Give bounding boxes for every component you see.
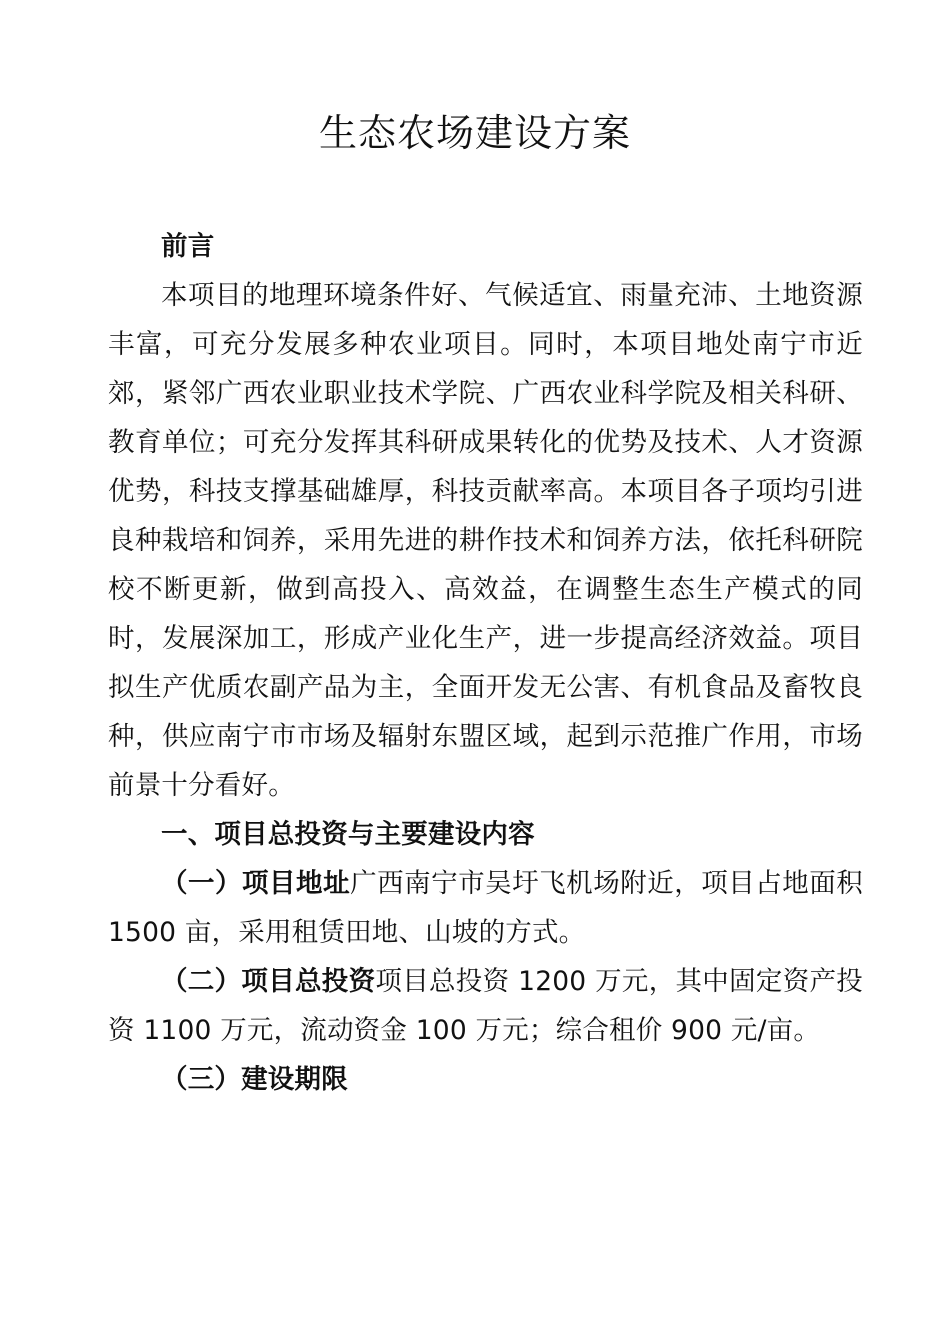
preface-heading: 前言	[161, 231, 215, 262]
document-body	[108, 222, 863, 1104]
preface-paragraph: 本项目的地理环境条件好、气候适宜、雨量充沛、土地资源丰富，可充分发展多种农业项目。同时，本项目地处南宁市近郊，紧邻广西农业职业技术学院、广西农业科学院及相关科研、教育单位；可充分发挥其科研成果转化的优势及技术、人才资源优势，科技支撑基础雄厚，科技贡献率高。本项目各子项均引进良种栽培和饲养，采用先进的耕作技术和饲养方法，依托科研院校不断更新，做到高投入、高效益，在调整生态生产模式的同时，发展深加工，形成产业化生产，进一步提高经济效益。项目拟生产优质农副产品为主，全面开发无公害、有机食品及畜牧良种，供应南宁市市场及辐射东盟区域，起到示范推广作用，市场前景十分看好。	[108, 280, 863, 801]
item-project-site	[108, 859, 863, 957]
item-project-site-label: （一）项目地址	[161, 868, 351, 899]
document-title: 生态农场建设方案	[318, 111, 631, 155]
item-total-investment-text: 项目总投资 1200 万元，其中固定资产投资 1100 万元，流动资金 100 万元；综合租价 900 元/亩。	[108, 966, 863, 1046]
section-heading-investment: 一、项目总投资与主要建设内容	[161, 819, 535, 850]
item-project-site-text: 广西南宁市吴圩飞机场附近，项目占地面积 1500 亩，采用租赁田地、山坡的方式。	[108, 868, 863, 948]
item-construction-period: （三）建设期限	[161, 1064, 348, 1095]
item-total-investment-label: （二）项目总投资	[161, 966, 376, 997]
item-total-investment	[108, 957, 863, 1055]
